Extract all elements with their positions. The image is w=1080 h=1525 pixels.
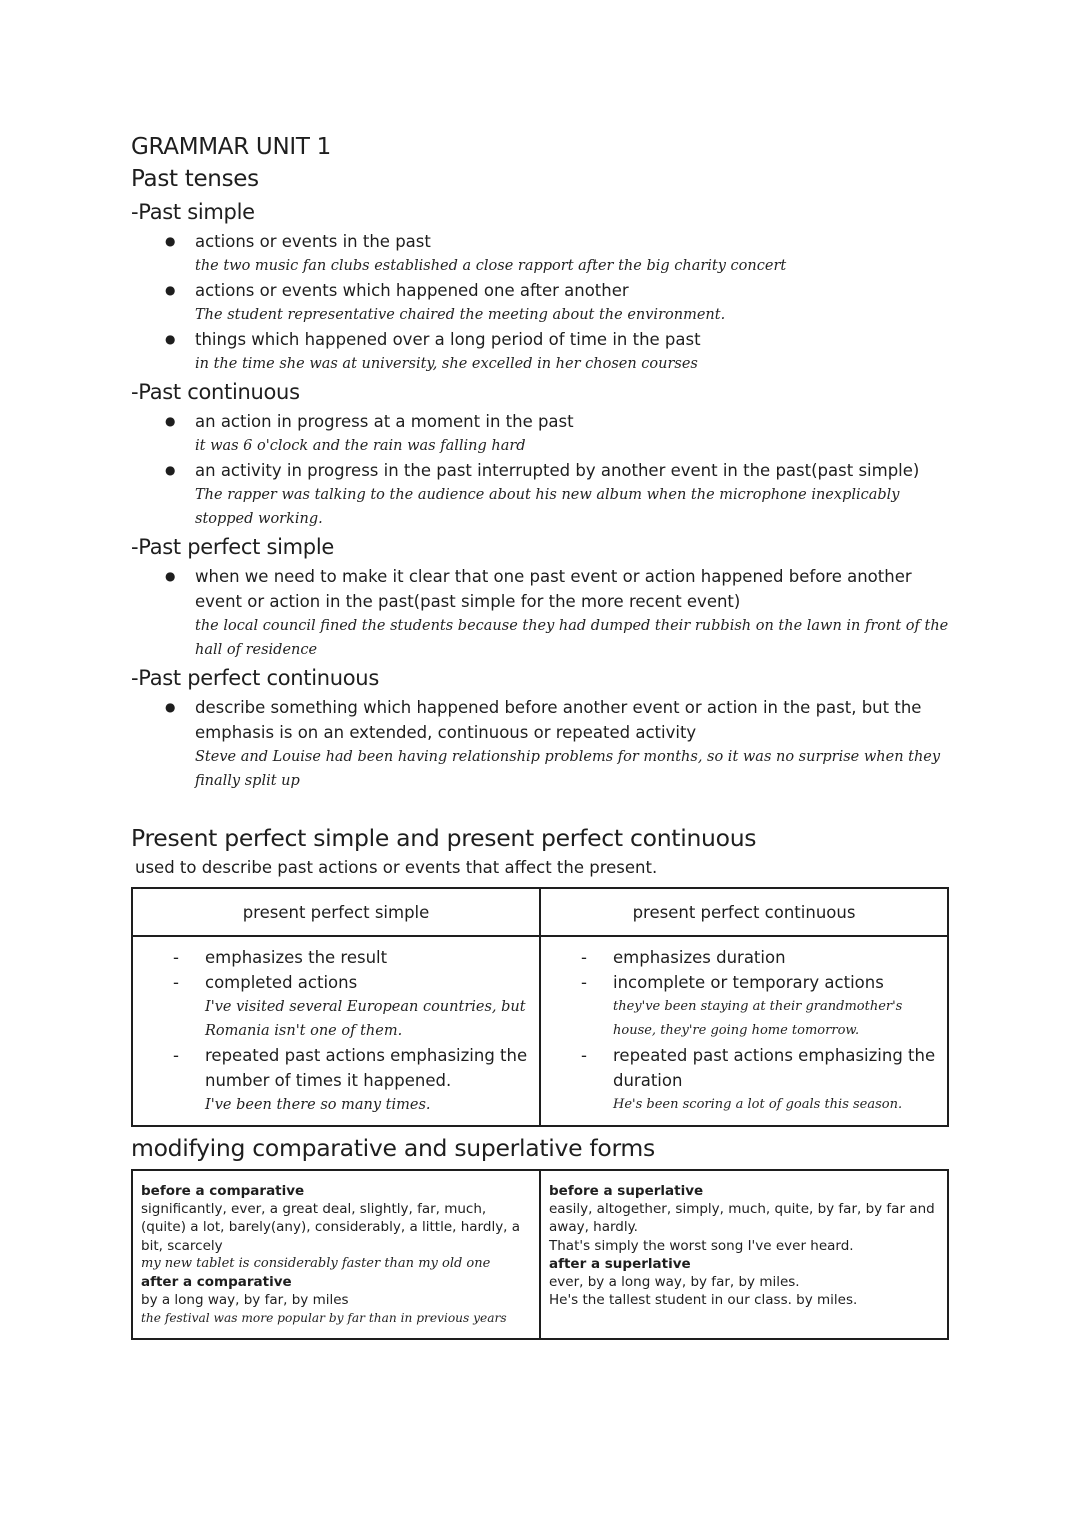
label-after-comparative: after a comparative: [141, 1274, 292, 1291]
example-text: the local council fined the students because they had dumped their rubbish on the lawn in front of the hall of residence: [195, 618, 949, 658]
example-text: Steve and Louise had been having relationship problems for months, so it was no surprise when they finally split up: [195, 749, 941, 789]
example-text: The rapper was talking to the audience about his new album when the microphone inexplicably stopped working.: [195, 487, 900, 527]
rule-text: ● actions or events in the past: [195, 232, 431, 251]
list-item: - emphasizes the result: [133, 945, 533, 970]
list-item: [131, 278, 951, 327]
modifiers-text: significantly, ever, a great deal, slightly, far, much,(quite) a lot, barely(any), considerably, a little, hardly, a bit, scarcely: [141, 1201, 521, 1254]
example-text: it was 6 o'clock and the rain was falling hard: [195, 438, 526, 454]
list-item: [133, 1043, 533, 1117]
list-item: [131, 564, 951, 662]
past-continuous-heading: -Past continuous: [131, 380, 300, 404]
rule-text: - incomplete or temporary actions: [613, 973, 884, 992]
past-continuous-list: [131, 409, 951, 531]
list-item: [133, 970, 533, 1043]
example-text: they've been staying at their grandmother's house, they're going home tomorrow.: [613, 999, 903, 1038]
unit-title: GRAMMAR UNIT 1: [131, 134, 331, 160]
modifiers-text: easily, altogether, simply, much, quite, by far, by far and away, hardly.: [549, 1201, 935, 1236]
list-item: [131, 229, 951, 278]
example-text: the festival was more popular by far than in previous years: [141, 1311, 507, 1326]
label-after-superlative: after a superlative: [549, 1255, 691, 1272]
col-header-simple: present perfect simple: [132, 888, 540, 936]
past-perfect-simple-list: [131, 564, 951, 662]
example-text: I've visited several European countries, but Romania isn't one of them.: [205, 999, 526, 1039]
continuous-list: [541, 945, 941, 1117]
comparative-cell: [132, 1170, 540, 1339]
present-perfect-table: [131, 887, 949, 1127]
table-header-row: [132, 888, 948, 936]
list-item: - emphasizes duration: [541, 945, 941, 970]
section-title: Past tenses: [131, 166, 259, 192]
col-header-continuous: present perfect continuous: [540, 888, 948, 936]
table-row: [132, 1170, 948, 1339]
past-simple-heading: -Past simple: [131, 200, 255, 224]
label-before-superlative: before a superlative: [549, 1183, 704, 1199]
modifiers-text: ever, by a long way, by far, by miles.: [549, 1274, 800, 1291]
past-perfect-simple-heading: -Past perfect simple: [131, 535, 334, 559]
list-item: [131, 695, 951, 793]
modifying-table: [131, 1169, 949, 1340]
present-perfect-heading: Present perfect simple and present perfect continuous: [131, 824, 757, 852]
rule-text: ● an activity in progress in the past interrupted by another event in the past(past simple): [195, 461, 920, 480]
example-text: That's simply the worst song I've ever heard.: [549, 1237, 854, 1254]
modifying-heading: modifying comparative and superlative forms: [131, 1134, 655, 1162]
rule-text: ● things which happened over a long period of time in the past: [195, 330, 701, 349]
rule-text: ● describe something which happened before another event or action in the past, but the emphasis is on an extended, continuous or repeated activity: [195, 698, 922, 742]
rule-text: ● actions or events which happened one after another: [195, 281, 629, 300]
past-simple-list: [131, 229, 951, 376]
simple-cell: [132, 936, 540, 1126]
list-item: [131, 458, 951, 531]
past-perfect-continuous-list: [131, 695, 951, 793]
example-text: the two music fan clubs established a close rapport after the big charity concert: [195, 258, 787, 274]
example-text: He's been scoring a lot of goals this season.: [613, 1097, 903, 1112]
present-perfect-intro: used to describe past actions or events that affect the present.: [135, 858, 658, 877]
list-item: [541, 1043, 941, 1117]
document-page: [131, 132, 951, 1340]
list-item: [131, 409, 951, 458]
past-perfect-continuous-heading: -Past perfect continuous: [131, 666, 379, 690]
rule-text: - repeated past actions emphasizing the number of times it happened.: [205, 1046, 528, 1090]
list-item: [541, 970, 941, 1043]
simple-list: [133, 945, 533, 1117]
rule-text: - completed actions: [205, 973, 358, 992]
example-text: my new tablet is considerably faster than my old one: [141, 1255, 491, 1271]
rule-text: - repeated past actions emphasizing the duration: [613, 1046, 936, 1090]
list-item: [131, 327, 951, 376]
example-text: The student representative chaired the meeting about the environment.: [195, 307, 726, 323]
example-text: I've been there so many times.: [205, 1097, 431, 1113]
rule-text: ● an action in progress at a moment in the past: [195, 412, 574, 431]
continuous-cell: [540, 936, 948, 1126]
superlative-cell: [540, 1170, 948, 1339]
modifiers-text: by a long way, by far, by miles: [141, 1292, 349, 1309]
rule-text: ● when we need to make it clear that one past event or action happened before another event or action in the past(past simple for the more recent event): [195, 567, 912, 611]
example-text: He's the tallest student in our class. by miles.: [549, 1292, 858, 1309]
example-text: in the time she was at university, she excelled in her chosen courses: [195, 356, 698, 372]
table-body-row: [132, 936, 948, 1126]
label-before-comparative: before a comparative: [141, 1183, 305, 1199]
